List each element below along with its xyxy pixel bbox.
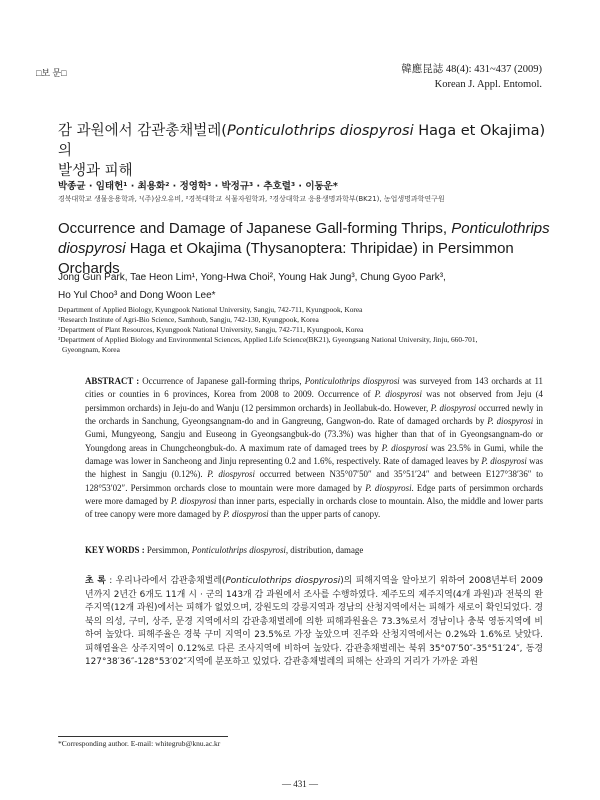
abstract-text: . Edge parts of persimmon orchards were more damaged by — [85, 482, 543, 507]
abstract-text: was 23.5% in Gumi, while the damage was lower in Sancheong and Jinju representing 0.2 and 1.6%, respectively. Rate of damaged leaves by — [85, 442, 543, 467]
abstract — [85, 375, 543, 522]
summary-korean — [85, 575, 543, 670]
keywords-text: Persimmon, — [144, 545, 192, 555]
authors-en-line2: Ho Yul Choo³ and Dong Woon Lee* — [58, 290, 216, 301]
abstract-species: P. diospyrosi — [207, 469, 255, 480]
page-number: — 431 — — [282, 779, 318, 789]
authors-korean: 박종균 · 임태헌¹ · 최용화² · 정영학³ · 박정규³ · 추호렬³ · 이동운* — [58, 181, 338, 192]
abstract-text: was the highest in Sangju (0.12%). — [85, 456, 543, 480]
abstract-species: P. diospyrosi — [374, 389, 422, 400]
title-ko-line2: 발생과 피해 — [58, 163, 133, 179]
abstract-species: P. diospyrosi — [170, 496, 217, 507]
affiliation-en-item: Gyeongnam, Korea — [62, 345, 120, 354]
abstract-species: P. diospyrosi — [481, 456, 527, 467]
affiliations-english — [58, 305, 558, 355]
affiliation-en-item: ¹Research Institute of Agri-Bio Science, Samhoub, Sangju, 742-130, Kyungpook, Korea — [58, 315, 319, 324]
title-korean — [58, 121, 558, 181]
affiliation-en-item: ³Department of Applied Biology and Environmental Sciences, Applied Life Science(BK21), Gyeongsang National University, Jinju, 660-701, — [58, 335, 478, 344]
affiliation-en-item: Department of Applied Biology, Kyungpook National University, Sangju, 742-711, Kyungpook, Korea — [58, 305, 363, 314]
abstract-species: P. diospyrosi — [223, 509, 269, 520]
abstract-text: in Gumi, Mungyeong, Sangju and Euseong in Gyeongsangbuk-do (73.3%) was higher than that of in Gyeongsangnam-do or Youngdong areas in Chungcheongbuk-do. A maximum rate of damaged trees by — [85, 416, 543, 453]
abstract-text: than the upper parts of canopy. — [268, 509, 381, 520]
summary-ko-label: 초 록 — [85, 576, 106, 586]
section-label: □보 문□ — [36, 68, 67, 78]
summary-ko-species: Ponticulothrips diospyrosi — [225, 576, 341, 586]
abstract-text: was surveyed from 143 orchards at 11 cities or counties in 6 provinces, Korea from 2008 to 2009. Occurrence of — [85, 376, 543, 400]
abstract-species: P. diospyrosi — [487, 416, 534, 427]
title-ko-prefix: 감 과원에서 감관총채벌레( — [58, 123, 227, 139]
journal-line-2: Korean J. Appl. Entomol. — [434, 79, 542, 90]
abstract-text: was not observed from Jeju (4 persimmon orchards) in Jeju-do and Wanju (12 persimmon orchards) in Jeollabuk-do. However, — [85, 389, 543, 413]
title-ko-species: Ponticulothrips diospyrosi — [226, 123, 414, 139]
footnote-divider — [58, 736, 228, 737]
abstract-text: occurred between N35°07′50″ and 35°51′24″ and between E127°38′36″ to 128°53′02″. Persimmon orchards close to mountain were more damaged by — [85, 469, 543, 493]
abstract-text: occurred newly in the orchards in Sanchung, Gyeongsangnam-do and in Gangreung, Gangwon-do. Rate of damaged orchards by — [85, 402, 543, 427]
title-en-species: Ponticulothrips diospyrosi — [58, 220, 550, 257]
abstract-species: Ponticulothrips diospyrosi — [304, 376, 400, 386]
summary-ko-text: : 우리나라에서 감관총채벌레( — [105, 576, 226, 586]
authors-en-line1: Jong Gun Park, Tae Heon Lim¹, Yong-Hwa Choi², Young Hak Jung³, Chung Gyoo Park³, — [58, 272, 446, 283]
abstract-text: than inner parts, especially in orchards close to mountain. Also, the middle and lower parts of tree canopy were more damaged by — [85, 496, 543, 520]
abstract-species: P. diospyrosi — [381, 442, 428, 453]
keywords-species: Ponticulothrips diospyrosi — [191, 545, 286, 555]
abstract-text: Occurrence of Japanese gall-forming thrips, — [139, 376, 305, 386]
keywords — [85, 545, 543, 555]
title-en-suffix: Haga et Okajima (Thysanoptera: Thripidae) in Persimmon Orchards — [58, 240, 514, 277]
summary-ko-text: )의 피해지역을 알아보기 위하여 2008년부터 2009년까지 2년간 6개도 11개 시 · 군의 143개 감 과원에서 조사를 수행하였다. 제주도의 제주지역(4개 과원)과 전북의 완주지역(12개 과원)에서는 피해가 없었으며, 강원도의 강릉지역과 경남의 산청지역에서는 피해가 새로이 확인되었다. 경북의 의성, 구미, 상주, 문경 지역에서의 감관총채벌레에 의한 피해과원율은 73.3%로서 경남이나 충북 영동지역에 비하여 높았다. 피해주율은 경북 구미 지역이 23.5%로 가장 높았으며 진주와 산청지역에서는 0.2%와 1.6%로 낮았다. 피해엽율은 상주지역이 0.12%로 다른 조사지역에 비하여 높았다. 감관총채벌레는 북위 35°07′50″-35°51′24″, 동경 127°38′36″-128°53′02″지역에 분포하고 있었다. 감관총채벌레의 피해는 산과의 거리가 가까운 과원 — [85, 576, 543, 667]
title-ko-suffix: Haga et Okajima)의 — [58, 123, 546, 159]
authors-english — [58, 269, 558, 305]
keywords-label: KEY WORDS : — [85, 545, 145, 555]
corresponding-author-footnote: *Corresponding author. E-mail: whitegrub@knu.ac.kr — [58, 739, 221, 748]
affiliation-en-item: ²Department of Plant Resources, Kyungpook National University, Sangju, 742-711, Kyungpook, Korea — [58, 325, 364, 334]
keywords-text: , distribution, damage — [285, 545, 364, 555]
title-en-prefix: Occurrence and Damage of Japanese Gall-forming Thrips, — [58, 220, 452, 237]
affiliation-korean: 경북대학교 생물응용학과, ¹(주)삼오유비, ²경북대학교 식물자원학과, ³경상대학교 응용생명과학부(BK21), 농업생명과학연구원 — [58, 195, 445, 203]
journal-line-1: 韓應昆誌 48(4): 431~437 (2009) — [401, 64, 542, 75]
abstract-species: P. diospyrosi — [365, 482, 412, 493]
abstract-label: ABSTRACT : — [85, 376, 140, 386]
journal-citation — [401, 62, 542, 92]
abstract-species: P. diospyrosi — [430, 402, 477, 413]
